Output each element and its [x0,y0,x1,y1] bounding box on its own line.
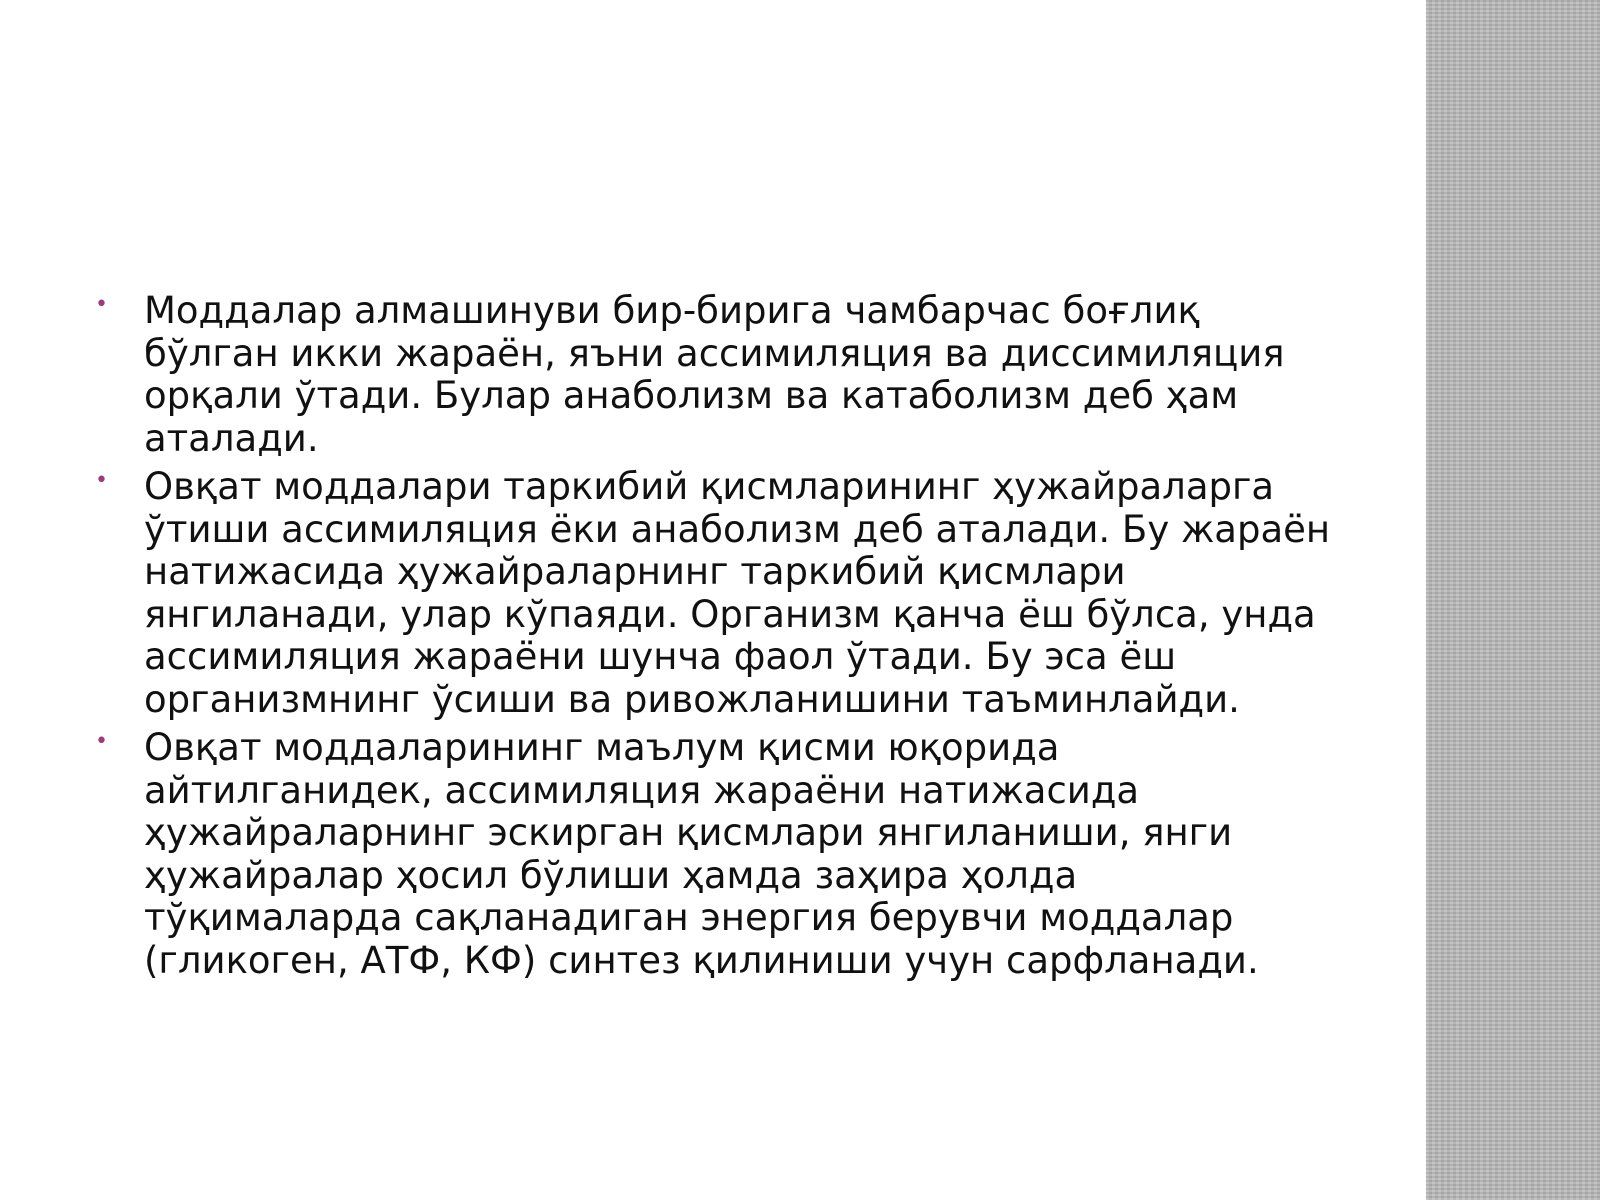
bullet-icon: • [95,468,108,493]
bullet-list [90,290,1340,982]
bullet-text: Овқат моддалари таркибий қисмларининг ҳужайраларга ўтиши ассимиляция ёки анаболизм деб аталади. Бу жараён натижасида ҳужайраларнинг таркибий қисмлари янгиланади, улар кўпаяди. Организм қанча ёш бўлса, унда ассимиляция жараёни шунча фаол ўтади. Бу эса ёш организмнинг ўсиши ва ривожланишини таъминлайди. [144,465,1331,721]
bullet-item [90,290,1340,460]
bullet-text: Моддалар алмашинуви бир-бирига чамбарчас боғлиқ бўлган икки жараён, яъни ассимиляция ва диссимиляция орқали ўтади. Булар анаболизм ва катаболизм деб ҳам аталади. [144,289,1285,460]
decorative-side-panel [1426,0,1600,1200]
bullet-item [90,727,1340,982]
bullet-icon: • [95,729,108,754]
bullet-icon: • [95,292,108,317]
slide-body [90,290,1340,988]
bullet-text: Овқат моддаларининг маълум қисми юқорида айтилганидек, ассимиляция жараёни натижасида ҳужайраларнинг эскирган қисмлари янгиланиши, янги ҳужайралар ҳосил бўлиши ҳамда заҳира ҳолда тўқималарда сақланадиган энергия берувчи моддалар (гликоген, АТФ, КФ) синтез қилиниши учун сарфланади. [144,726,1259,982]
bullet-item [90,466,1340,721]
